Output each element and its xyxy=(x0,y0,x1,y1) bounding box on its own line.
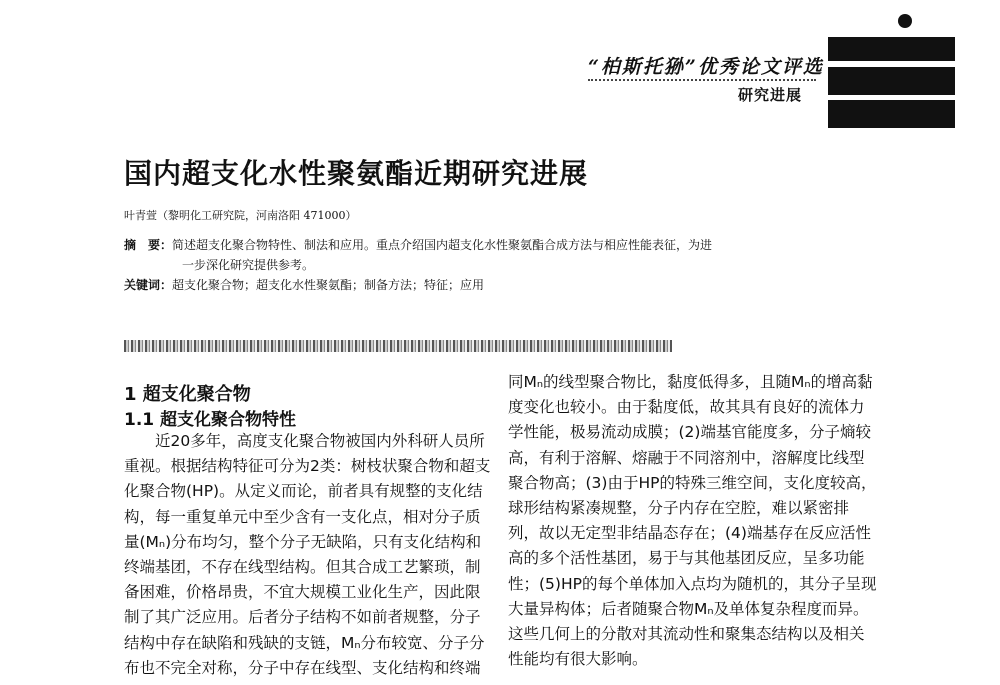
body-line: 学性能，极易流动成膜；(2)端基官能度多，分子熵较 xyxy=(508,423,871,442)
abstract-text-2: 一步深化研究提供参考。 xyxy=(182,258,315,272)
body-line: 聚合物高；(3)由于HP的特殊三维空间，支化度较高， xyxy=(508,473,877,492)
body-line: 这些几何上的分散对其流动性和聚集态结构以及相关 xyxy=(508,625,865,644)
section-heading: 1 超支化聚合物 xyxy=(124,384,251,405)
decorative-bar xyxy=(828,67,955,95)
body-line: 备困难，价格昂贵，不宜大规模工业化生产，因此限 xyxy=(124,583,481,602)
abstract xyxy=(124,236,712,253)
body-line: 同Mₙ的线型聚合物比，黏度低得多，且随Mₙ的增高黏 xyxy=(508,373,873,391)
subsection-heading: 1.1 超支化聚合物特性 xyxy=(124,410,297,430)
body-line: 高，有利于溶解、熔融于不同溶剂中，溶解度比线型 xyxy=(508,448,865,467)
decorative-dot xyxy=(898,14,912,28)
body-line: 布也不完全对称，分子中存在线型、支化结构和终端 xyxy=(124,658,481,677)
body-line: 结构中存在缺陷和残缺的支链，Mₙ分布较宽、分子分 xyxy=(124,633,485,652)
body-line: 大量异构体；后者随聚合物Mₙ及单体复杂程度而异。 xyxy=(508,599,869,618)
body-line: 制了其广泛应用。后者分子结构不如前者规整，分子 xyxy=(124,608,481,627)
author-line: 叶青萱（黎明化工研究院，河南洛阳 471000） xyxy=(124,209,357,222)
decorative-bar xyxy=(828,37,955,61)
right-column xyxy=(508,370,876,672)
keywords xyxy=(124,276,484,293)
body-line: 列，故以无定型非结晶态存在；(4)端基存在反应活性 xyxy=(508,524,871,543)
body-line: 性能均有很大影响。 xyxy=(508,650,648,669)
body-line: 构，每一重复单元中至少含有一支化点，相对分子质 xyxy=(124,507,481,526)
body-line: 终端基团，不存在线型结构。但其合成工艺繁琐，制 xyxy=(124,558,481,577)
section-label: 研究进展 xyxy=(738,86,803,104)
series-banner: “柏斯托狲”优秀论文评选 xyxy=(588,56,824,78)
divider xyxy=(588,79,816,81)
abstract-label: 摘 要： xyxy=(124,238,173,252)
body-line: 近20多年，高度支化聚合物被国内外科研人员所 xyxy=(124,432,485,450)
body-line: 化聚合物(HP)。从定义而论，前者具有规整的支化结 xyxy=(124,482,483,501)
body-line: 球形结构紧凑规整，分子内存在空腔，难以紧密排 xyxy=(508,499,850,518)
keywords-text: 超支化聚合物；超支化水性聚氨酯；制备方法；特征；应用 xyxy=(172,278,485,292)
left-column xyxy=(124,429,492,681)
decorative-band xyxy=(124,340,672,352)
body-line: 性；(5)HP的每个单体加入点均为随机的，其分子呈现 xyxy=(508,574,877,593)
body-line: 度变化也较小。由于黏度低，故其具有良好的流体力 xyxy=(508,398,865,417)
paper-title: 国内超支化水性聚氨酯近期研究进展 xyxy=(124,157,589,190)
body-line: 重视。根据结构特征可分为2类：树枝状聚合物和超支 xyxy=(124,457,491,476)
body-line: 量(Mₙ)分布均匀，整个分子无缺陷，只有支化结构和 xyxy=(124,532,482,551)
decorative-bar xyxy=(828,100,955,128)
keywords-label: 关键词： xyxy=(124,278,173,292)
body-line: 高的多个活性基团，易于与其他基团反应，呈多功能 xyxy=(508,549,865,568)
abstract-text: 简述超支化聚合物特性、制法和应用。重点介绍国内超支化水性聚氨酯合成方法与相应性能表征，为进 xyxy=(172,238,713,252)
